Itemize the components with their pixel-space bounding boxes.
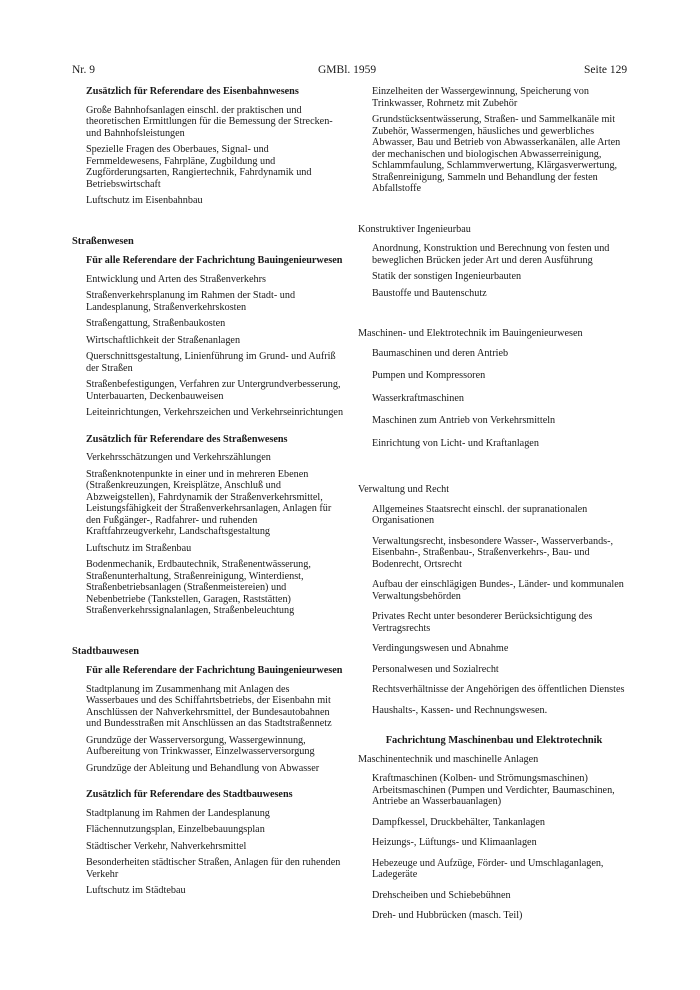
list-item: Baustoffe und Bautenschutz bbox=[372, 287, 487, 299]
left-column bbox=[72, 86, 344, 902]
list-item: Haushalts-, Kassen- und Rechnungswesen. bbox=[372, 704, 548, 716]
list-item: Städtischer Verkehr, Nahverkehrsmittel bbox=[86, 840, 247, 852]
list-item: Grundzüge der Wasserversorgung, Wassergewinnung, Aufbereitung von Trinkwasser, Einzelwasserversorgung bbox=[86, 734, 315, 757]
konstruktiv-title: Konstruktiver Ingenieurbau bbox=[358, 223, 471, 235]
stadtbauwesen-title: Stadtbauwesen bbox=[72, 645, 139, 657]
eisenbahn-list bbox=[72, 105, 344, 207]
list-item: Straßenbefestigungen, Verfahren zur Untergrundverbesserung, Unterbauarten, Deckenbauweisen bbox=[86, 379, 341, 402]
list-item: Kraftmaschinen (Kolben- und Strömungsmaschinen) Arbeitsmaschinen (Pumpen und Verdichter, Baumaschinen, Antriebe an Wasserbauanlagen) bbox=[372, 773, 615, 807]
list-item: Luftschutz im Straßenbau bbox=[86, 542, 192, 554]
continuation-list bbox=[358, 86, 630, 195]
list-item: Allgemeines Staatsrecht einschl. der supranationalen Organisationen bbox=[372, 503, 588, 526]
list-item: Wasserkraftmaschinen bbox=[372, 392, 464, 404]
list-item: Luftschutz im Städtebau bbox=[86, 885, 186, 896]
list-item: Entwicklung und Arten des Straßenverkehrs bbox=[86, 273, 266, 285]
strassenwesen-title: Straßenwesen bbox=[72, 235, 134, 247]
stadtbauwesen-zusatz-list bbox=[72, 808, 344, 897]
list-item: Große Bahnhofsanlagen einschl. der praktischen und theoretischen Ermittlungen für die Bemessung der Strecken- und Bahnhofsleistungen bbox=[86, 104, 333, 139]
list-item: Maschinen zum Antrieb von Verkehrsmitteln bbox=[372, 415, 556, 426]
list-item: Grundzüge der Ableitung und Behandlung von Abwasser bbox=[86, 762, 320, 774]
right-column bbox=[358, 86, 630, 931]
list-item: Einrichtung von Licht- und Kraftanlagen bbox=[372, 437, 539, 449]
verwaltung-title: Verwaltung und Recht bbox=[358, 484, 450, 495]
list-item: Verdingungswesen und Abnahme bbox=[372, 643, 509, 654]
publication: GMBl. 1959 bbox=[318, 64, 377, 76]
maschinen-title: Maschinen- und Elektrotechnik im Bauingenieurwesen bbox=[358, 328, 583, 339]
list-item: Leiteinrichtungen, Verkehrszeichen und Verkehrseinrichtungen bbox=[86, 407, 344, 418]
list-item: Personalwesen und Sozialrecht bbox=[372, 663, 499, 675]
maschinenbau-title: Maschinentechnik und maschinelle Anlagen bbox=[358, 753, 539, 765]
list-item: Straßengattung, Straßenbaukosten bbox=[86, 318, 226, 329]
list-item: Hebezeuge und Aufzüge, Förder- und Umschlaganlagen, Ladegeräte bbox=[372, 857, 604, 880]
list-item: Stadtplanung im Zusammenhang mit Anlagen des Wasserbaues und des Schiffahrtsbetriebs, der Eisenbahn mit Anschlüssen der Nahverkehrsmittel, der Bundesautobahnen und Bundesstraßen mit Anschlüssen an das Stadtstraßennetz bbox=[86, 683, 332, 729]
maschinen-list bbox=[358, 348, 630, 450]
list-item: Heizungs-, Lüftungs- und Klimaanlagen bbox=[372, 837, 537, 848]
list-item: Anordnung, Konstruktion und Berechnung von festen und beweglichen Brücken jeder Art und deren Ausführung bbox=[372, 243, 610, 266]
strassenwesen-heading: Für alle Referendare der Fachrichtung Bauingenieurwesen bbox=[86, 255, 343, 266]
list-item: Stadtplanung im Rahmen der Landesplanung bbox=[86, 807, 270, 819]
list-item: Dampfkessel, Druckbehälter, Tankanlagen bbox=[372, 816, 545, 828]
list-item: Verwaltungsrecht, insbesondere Wasser-, Wasserverbands-, Eisenbahn-, Straßenbau-, Straßenverkehrs-, Bau- und Bodenrecht, Ortsrecht bbox=[372, 535, 614, 570]
list-item: Wirtschaftlichkeit der Straßenanlagen bbox=[86, 334, 241, 346]
page-header bbox=[0, 64, 700, 80]
strassenwesen-list bbox=[72, 274, 344, 419]
list-item: Bodenmechanik, Erdbautechnik, Straßenentwässerung, Straßenunterhaltung, Straßenreinigung, Winterdienst, Straßenbetriebsanlagen (Straßenmeistereien) und Nebenbetriebe (Tankstellen, Garagen, Raststätten) Straßenverkehrssignalanlagen, Straßenbeleuchtung bbox=[86, 559, 311, 616]
stadtbauwesen-zusatz-heading: Zusätzlich für Referendare des Stadtbauwesens bbox=[86, 789, 293, 800]
list-item: Rechtsverhältnisse der Angehörigen des öffentlichen Dienstes bbox=[372, 684, 625, 695]
issue-number: Nr. 9 bbox=[72, 64, 95, 76]
list-item: Spezielle Fragen des Oberbaues, Signal- und Fernmeldewesens, Fahrpläne, Zugbildung und Zugförderungsarten, Rangiertechnik, Fahrdynamik und Betriebswirtschaft bbox=[86, 144, 312, 190]
list-item: Flächennutzungsplan, Einzelbebauungsplan bbox=[86, 824, 265, 835]
list-item: Baumaschinen und deren Antrieb bbox=[372, 347, 509, 359]
list-item: Verkehrsschätzungen und Verkehrszählungen bbox=[86, 452, 271, 463]
list-item: Querschnittsgestaltung, Linienführung im Grund- und Aufriß der Straßen bbox=[86, 351, 336, 374]
list-item: Aufbau der einschlägigen Bundes-, Länder- und kommunalen Verwaltungsbehörden bbox=[372, 579, 624, 602]
list-item: Einzelheiten der Wassergewinnung, Speicherung von Trinkwasser, Rohrnetz mit Zubehör bbox=[372, 86, 589, 109]
konstruktiv-list bbox=[358, 243, 630, 299]
list-item: Straßenverkehrsplanung im Rahmen der Stadt- und Landesplanung, Straßenverkehrskosten bbox=[86, 290, 296, 313]
list-item: Straßenknotenpunkte in einer und in mehreren Ebenen (Straßenkreuzungen, Kreisplätze, Anschluß und Abzweigstellen), Fahrdynamik der Straßenverkehrsmittel, Leistungsfähigkeit der Straßenverkehrsanlagen, Anlagen für den Fußgänger-, Radfahrer- und ruhenden Kraftfahrzeugverkehr, Landschaftsgestaltung bbox=[86, 468, 332, 537]
strassenwesen-zusatz-list bbox=[72, 452, 344, 617]
list-item: Dreh- und Hubbrücken (masch. Teil) bbox=[372, 910, 523, 921]
stadtbauwesen-heading: Für alle Referendare der Fachrichtung Bauingenieurwesen bbox=[86, 665, 343, 676]
stadtbauwesen-list bbox=[72, 684, 344, 775]
maschinenbau-list bbox=[358, 773, 630, 922]
list-item: Statik der sonstigen Ingenieurbauten bbox=[372, 271, 522, 282]
maschinenbau-heading: Fachrichtung Maschinenbau und Elektrotechnik bbox=[385, 735, 603, 746]
list-item: Pumpen und Kompressoren bbox=[372, 370, 486, 381]
list-item: Privates Recht unter besonderer Berücksichtigung des Vertragsrechts bbox=[372, 611, 593, 634]
list-item: Besonderheiten städtischer Straßen, Anlagen für den ruhenden Verkehr bbox=[86, 857, 341, 880]
strassenwesen-zusatz-heading: Zusätzlich für Referendare des Straßenwesens bbox=[86, 433, 288, 445]
verwaltung-list bbox=[358, 504, 630, 717]
list-item: Grundstücksentwässerung, Straßen- und Sammelkanäle mit Zubehör, Wassermengen, häusliches und gewerbliches Abwasser, Bau und Betrieb von Abwasserkanälen, alle Arten der mechanischen und biologischen Abwasserreinigung, Schlammfaulung, Schlammverwertung, Klärgasverwertung, Straßenreinigung, Sammeln und Behandlung der festen Abfallstoffe bbox=[372, 114, 621, 194]
page-number: Seite 129 bbox=[584, 64, 628, 76]
list-item: Drehscheiben und Schiebebühnen bbox=[372, 889, 511, 901]
eisenbahn-heading: Zusätzlich für Referendare des Eisenbahnwesens bbox=[86, 86, 299, 97]
list-item: Luftschutz im Eisenbahnbau bbox=[86, 195, 203, 206]
